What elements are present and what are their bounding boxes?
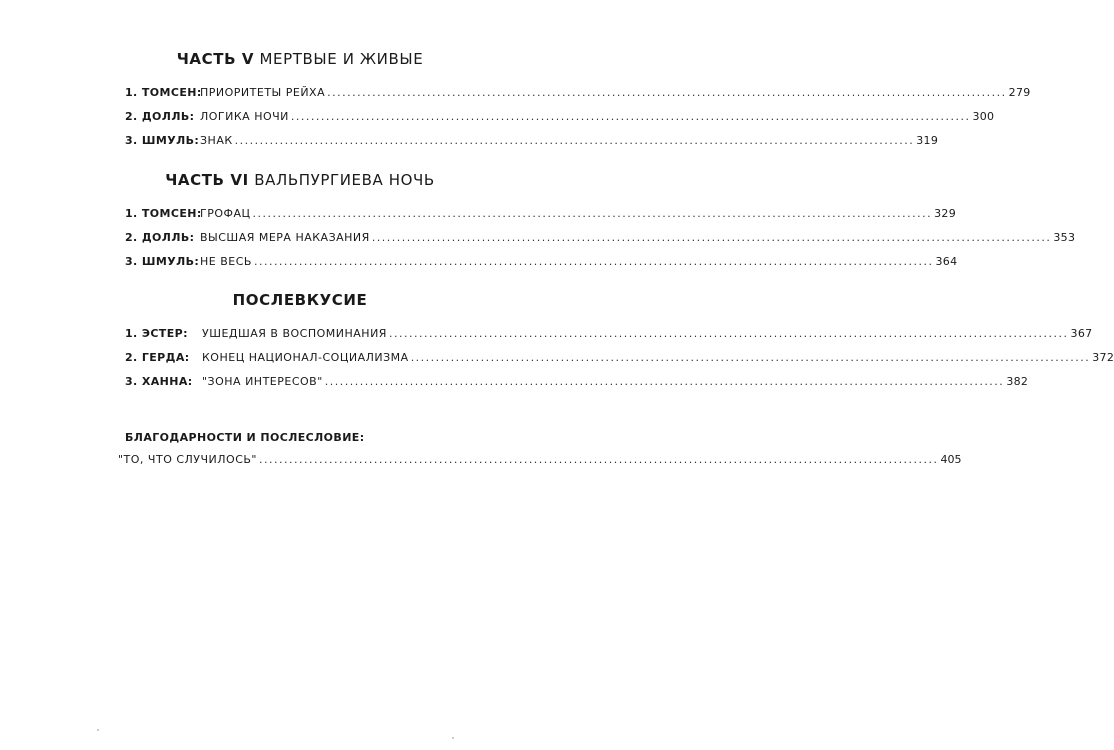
entry-page: 353 [1053, 231, 1076, 244]
toc-entry[interactable] [125, 85, 1031, 101]
part-5-heading [0, 50, 600, 68]
part-5-prefix: ЧАСТЬ V [176, 50, 255, 68]
leader-dots: ........................................................................................................................................ [253, 255, 934, 268]
entry-page: 319 [916, 134, 939, 147]
leader-dots: ........................................................................................................................................ [371, 231, 1052, 244]
toc-entry-acknowledgements[interactable] [118, 452, 962, 468]
toc-entry[interactable] [125, 254, 958, 270]
entry-label: 2. ДОЛЛЬ: [125, 231, 195, 244]
entry-page: 329 [934, 207, 956, 220]
entry-title: ГРОФАЦ [200, 207, 251, 220]
entry-label: 3. ХАННА: [125, 375, 193, 388]
entry-title: ПРИОРИТЕТЫ РЕЙХА [200, 86, 326, 99]
entry-page: 382 [1006, 375, 1029, 388]
aftertaste-title: ПОСЛЕВКУСИЕ [232, 291, 368, 309]
toc-entry[interactable] [125, 374, 1029, 390]
entry-title: ЛОГИКА НОЧИ [200, 110, 289, 123]
entry-title: "ТО, ЧТО СЛУЧИЛОСЬ" [118, 453, 257, 466]
acknowledgements-heading: БЛАГОДАРНОСТИ И ПОСЛЕСЛОВИЕ: [125, 431, 365, 444]
entry-page: 364 [935, 255, 958, 268]
entry-page: 279 [1008, 86, 1031, 99]
entry-title: НЕ ВЕСЬ [200, 255, 252, 268]
toc-entry[interactable] [125, 109, 995, 125]
leader-dots: ........................................................................................................................................ [234, 134, 915, 147]
entry-title: "ЗОНА ИНТЕРЕСОВ" [202, 375, 323, 388]
entry-page: 372 [1092, 351, 1114, 364]
part-6-heading [0, 171, 600, 189]
leader-dots: ........................................................................................................................................ [324, 375, 1005, 388]
entry-label: 2. ГЕРДА: [125, 351, 190, 364]
entry-label: 1. ТОМСЕН: [125, 86, 202, 99]
aftertaste-heading [0, 291, 600, 309]
toc-entry[interactable] [125, 206, 956, 222]
toc-entry[interactable] [125, 133, 939, 149]
leader-dots: ........................................................................................................................................ [388, 327, 1069, 340]
entry-title: ВЫСШАЯ МЕРА НАКАЗАНИЯ [200, 231, 370, 244]
entry-label: 1. ЭСТЕР: [125, 327, 188, 340]
entry-title: ЗНАК [200, 134, 233, 147]
entry-page: 300 [972, 110, 995, 123]
part-6-prefix: ЧАСТЬ VI [165, 171, 249, 189]
entry-label: 3. ШМУЛЬ: [125, 134, 200, 147]
leader-dots: ........................................................................................................................................ [252, 207, 933, 220]
entry-title: УШЕДШАЯ В ВОСПОМИНАНИЯ [202, 327, 387, 340]
entry-label: 2. ДОЛЛЬ: [125, 110, 195, 123]
entry-page: 367 [1070, 327, 1093, 340]
entry-label: 3. ШМУЛЬ: [125, 255, 200, 268]
entry-label: 1. ТОМСЕН: [125, 207, 202, 220]
scan-speck [97, 729, 99, 731]
toc-entry[interactable] [125, 350, 1114, 366]
leader-dots: ........................................................................................................................................ [327, 86, 1007, 99]
entry-title: КОНЕЦ НАЦИОНАЛ-СОЦИАЛИЗМА [202, 351, 409, 364]
leader-dots: ........................................................................................................................................ [290, 110, 971, 123]
leader-dots: ........................................................................................................................................ [410, 351, 1091, 364]
toc-entry[interactable] [125, 230, 1076, 246]
scan-speck [452, 737, 454, 739]
entry-page: 405 [940, 453, 962, 466]
part-5-title: МЕРТВЫЕ И ЖИВЫЕ [259, 50, 424, 68]
part-6-title: ВАЛЬПУРГИЕВА НОЧЬ [254, 171, 435, 189]
toc-entry[interactable] [125, 326, 1093, 342]
leader-dots: ........................................................................................................................................ [259, 453, 939, 466]
